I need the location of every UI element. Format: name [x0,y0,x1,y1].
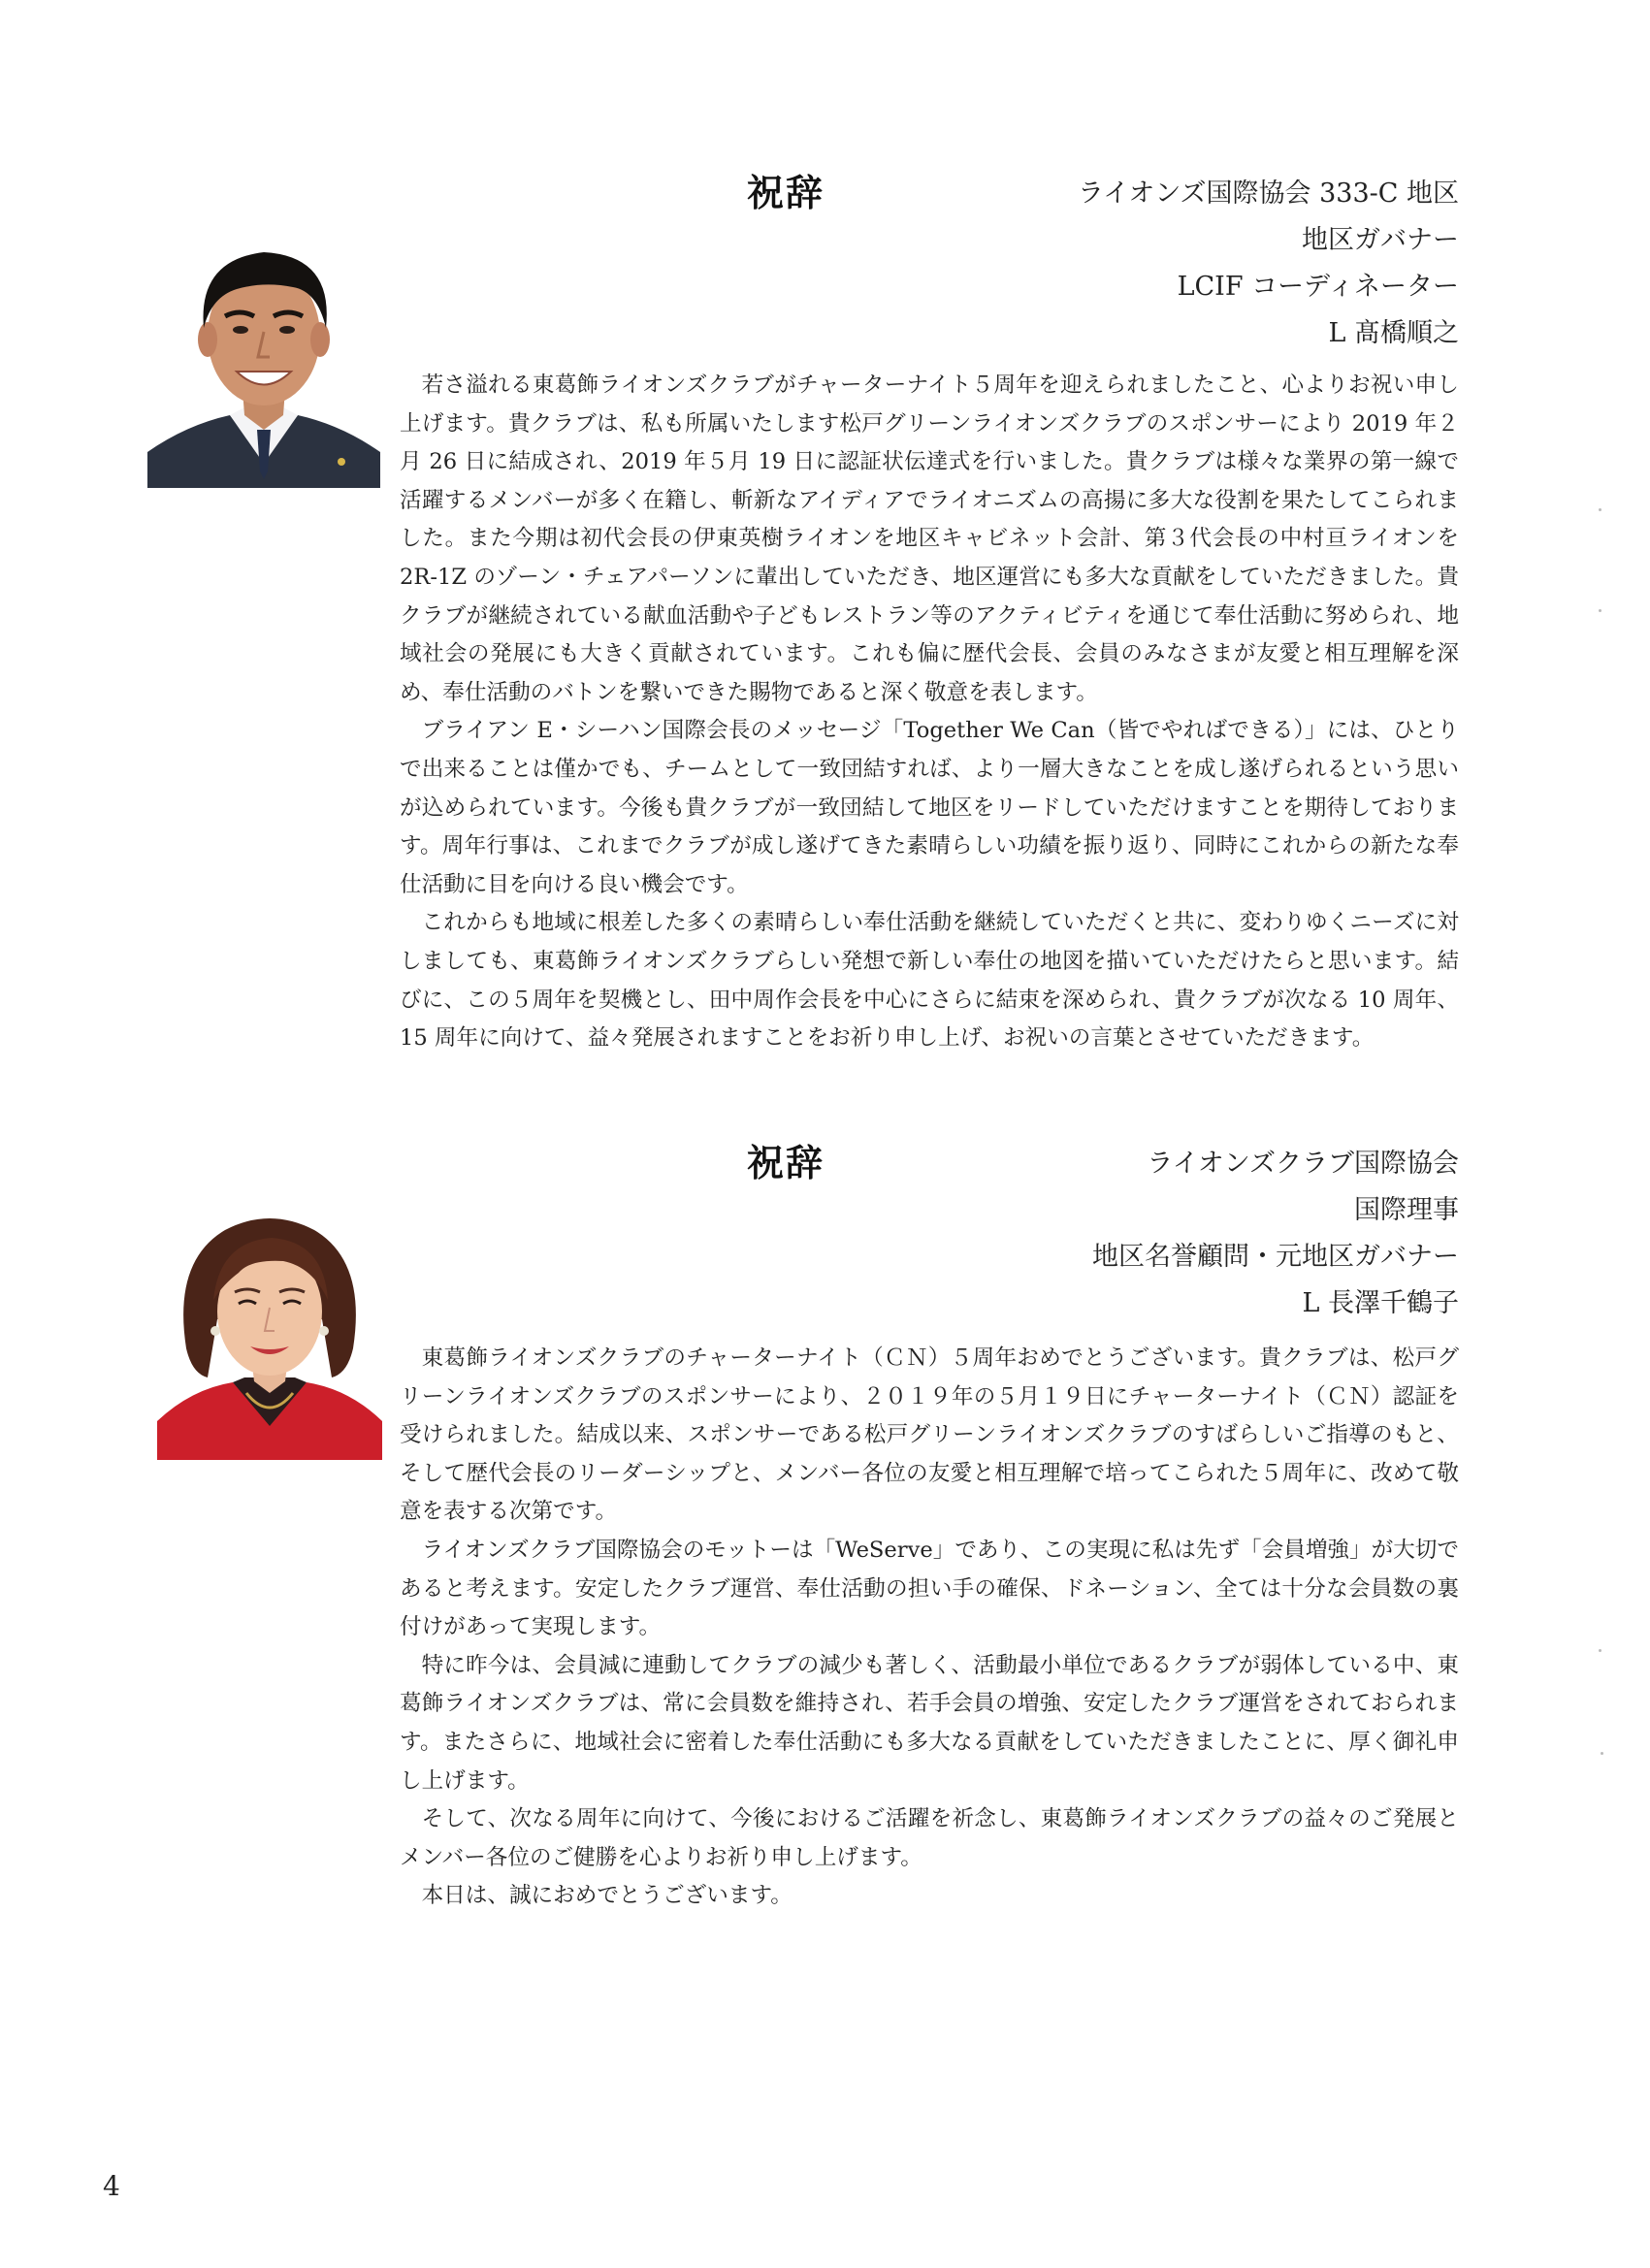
greeting-body [400,367,1459,1058]
author-portrait-photo [157,1203,382,1460]
org-name: ライオンズ国際協会 333-C 地区 [1077,178,1459,209]
scan-speck [1599,508,1601,511]
man-portrait-image [147,231,380,488]
author-name: L 長澤千鶴子 [1302,1288,1459,1318]
greeting-paragraph: ライオンズクラブ国際協会のモットーは「WeServe」であり、この実現に私は先ず「会員増強」が大切であると考えます。安定したクラブ運営、奉仕活動の担い手の確保、ドネーション、全ては十分な会員数の裏付けがあって実現します。 [400,1537,1459,1640]
woman-portrait-image [157,1203,382,1460]
greeting-paragraph: 本日は、誠におめでとうございます。 [421,1883,793,1909]
greeting-paragraph: ブライアン E・シーハン国際会長のメッセージ「Together We Can（皆でやればできる）」には、ひとりで出来ることは僅かでも、チームとして一致団結すれば、より一層大きなことを成し遂げられるという思いが込められています。今後も貴クラブが一致団結して地区をリードしていただけますことを期待しております。周年行事は、これまでクラブが成し遂げてきた素晴らしい功績を振り返り、同時にこれからの新たな奉仕活動に目を向ける良い機会です。 [400,718,1459,897]
scan-speck [1599,609,1601,612]
section-title: 祝辞 [747,1141,825,1184]
scan-speck [1601,1752,1603,1755]
greeting-paragraph: これからも地域に根差した多くの素晴らしい奉仕活動を継続していただくと共に、変わりゆくニーズに対しましても、東葛飾ライオンズクラブらしい発想で新しい奉仕の地図を描いていただけたらと思います。結びに、この５周年を契機とし、田中周作会長を中心にさらに結束を深められ、貴クラブが次なる 10 周年、15 周年に向けて、益々発展されますことをお祈り申し上げ、お祝いの言葉とさせていただきます。 [400,910,1460,1052]
author-role: 国際理事 [1354,1195,1459,1225]
greeting-paragraph: 東葛飾ライオンズクラブのチャーターナイト（ＣＮ）５周年おめでとうございます。貴クラブは、松戸グリーンライオンズクラブのスポンサーにより、２０１９年の５月１９日にチャーターナイト（ＣＮ）認証を受けられました。結成以来、スポンサーである松戸グリーンライオンズクラブのすばらしいご指導のもと、そして歴代会長のリーダーシップと、メンバー各位の友愛と相互理解で培ってこられた５周年に、改めて敬意を表する次第です。 [400,1345,1459,1525]
author-role-2: LCIF コーディネーター [1177,272,1459,302]
author-role-2: 地区名誉顧問・元地区ガバナー [1092,1242,1459,1272]
author-block [1078,171,1459,357]
greeting-paragraph: そして、次なる周年に向けて、今後におけるご活躍を祈念し、東葛飾ライオンズクラブの益々のご発展とメンバー各位のご健勝を心よりお祈り申し上げます。 [400,1806,1459,1870]
author-name: L 髙橋順之 [1328,318,1459,348]
greeting-paragraph: 若さ溢れる東葛飾ライオンズクラブがチャーターナイト５周年を迎えられましたこと、心よりお祝い申し上げます。貴クラブは、私も所属いたします松戸グリーンライオンズクラブのスポンサーにより 2019 年２月 26 日に結成され、2019 年５月 19 日に認証状伝達式を行いました。貴クラブは様々な業界の第一線で活躍するメンバーが多く在籍し、斬新なアイディアでライオニズムの高揚に多大な役割を果たしてこられました。また今期は初代会長の伊東英樹ライオンを地区キャビネット会計、第３代会長の中村亘ライオンを 2R-1Z のゾーン・チェアパーソンに輩出していただき、地区運営にも多大な貢献をしていただきました。貴クラブが継続されている献血活動や子どもレストラン等のアクティビティを通じて奉仕活動に努められ、地域社会の発展にも大きく貢献されています。これも偏に歴代会長、会員のみなさまが友愛と相互理解を深め、奉仕活動のバトンを繋いできた賜物であると深く敬意を表します。 [400,373,1459,705]
page-number: 4 [103,2170,120,2202]
scan-speck [1599,1649,1601,1652]
org-name: ライオンズクラブ国際協会 [1147,1149,1459,1179]
greeting-paragraph: 特に昨今は、会員減に連動してクラブの減少も著しく、活動最小単位であるクラブが弱体している中、東葛飾ライオンズクラブは、常に会員数を維持され、若手会員の増強、安定したクラブ運営をされておられます。またさらに、地域社会に密着した奉仕活動にも多大なる貢献をしていただきましたことに、厚く御礼申し上げます。 [400,1652,1459,1794]
author-block [1092,1141,1459,1327]
greeting-body [400,1340,1459,1916]
section-title: 祝辞 [747,171,825,214]
author-role: 地区ガバナー [1302,225,1459,255]
author-portrait-photo [147,231,380,488]
